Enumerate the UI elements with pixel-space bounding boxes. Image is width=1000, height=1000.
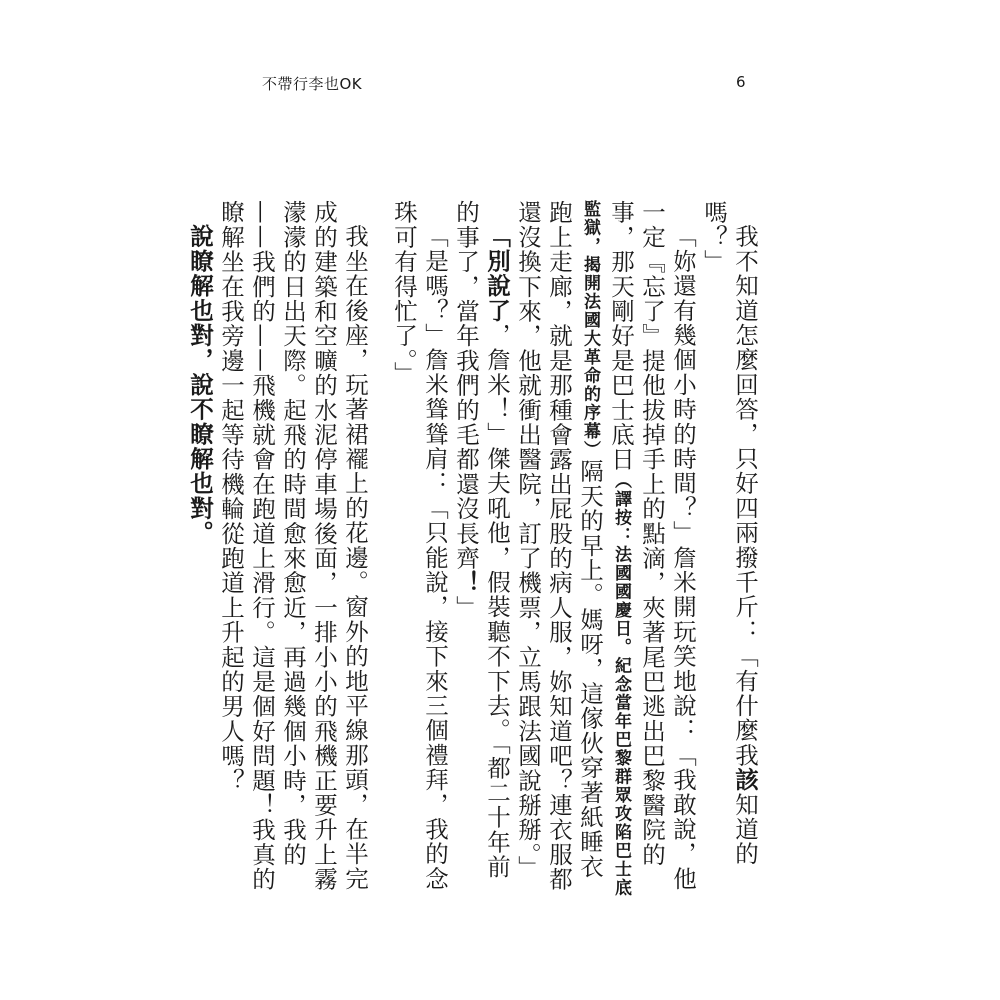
- translator-note: （譯按：法國國慶日。紀念當年巴黎群眾攻陷巴士底監獄，揭開法國大革命的序幕）: [580, 200, 631, 898]
- page-number: 6: [736, 73, 746, 91]
- paragraph-1-rest: 知道的嗎？」: [700, 200, 759, 866]
- paragraph-2: [512, 200, 698, 900]
- vertical-body-text: [184, 200, 760, 900]
- paragraph-3-text-a: ，詹米！」傑夫吼他，假裝聽不下去。「都二十年前的事了，當年我們的毛都還沒長齊: [452, 200, 511, 879]
- paragraph-5: 我坐在後座，玩著裙襬上的花邊。窗外的地平線那頭，在半完成的建築和空曠的水泥停車場後面，一排小小的飛機正要升上霧濛濛的日出天際。起飛的時間愈來愈近，再過幾個小時，我的——我們的——飛機就會在跑道上滑行。這是個好問題！我真的瞭解坐在我旁邊一起等待機輪從跑道上升起的男人嗎？: [217, 200, 369, 892]
- paragraph-4: 「是嗎？」詹米聳聳肩：「只能說，接下來三個禮拜，我的念珠可有得忙了。」: [390, 200, 449, 891]
- paragraph-1-emphasis: 該: [731, 766, 759, 792]
- paragraph-1: [698, 200, 760, 900]
- paragraph-1-text: 我不知道怎麼回答，只好四兩撥千斤：「有什麼我: [731, 223, 759, 767]
- paragraph-3-emphasis: 「別說了: [483, 223, 511, 323]
- paragraph-2-text-a: 「妳還有幾個小時的時間？」詹米開玩笑地說：「我敢說，他一定『忘了』提他拔掉手上的點滴，夾著尾巴逃出巴黎醫院的事，那天剛好是巴士底日: [607, 200, 697, 891]
- paragraph-3-emphasis-2: ！: [452, 570, 480, 596]
- running-header-title: 不帶行李也OK: [262, 75, 363, 93]
- closing-line: 說瞭解也對，說不瞭解也對。: [186, 223, 214, 545]
- paragraph-3-text-b: 」: [452, 595, 480, 620]
- paragraph-2-text-b: 隔天的早上。媽呀，這傢伙穿著紙睡衣跑上走廊，就是那種會露出屁股的病人服，妳知道吧？連衣服都還沒換下來，他就衝出醫院，訂了機票，立馬跟法國說掰掰。」: [514, 200, 604, 892]
- paragraph-3: [450, 200, 512, 900]
